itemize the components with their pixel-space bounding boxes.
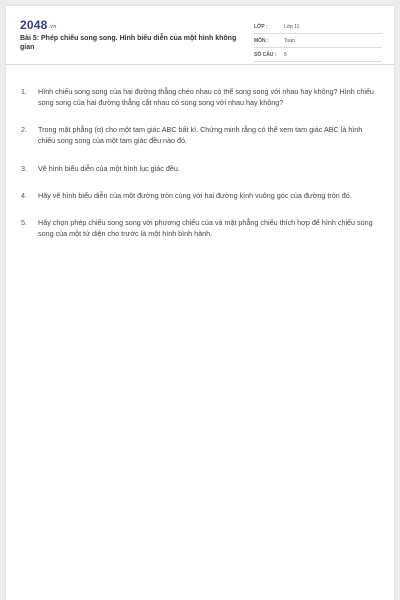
question-item — [6, 217, 394, 239]
logo-main-text: 2048 — [20, 18, 48, 32]
meta-row-class — [254, 21, 382, 34]
worksheet-page — [6, 6, 394, 600]
question-item — [6, 124, 394, 146]
question-text: Vẽ hình biểu diễn của một hình lục giác đều. — [38, 163, 180, 173]
question-number: 5. — [21, 217, 27, 227]
question-text: Trong mặt phẳng (α) cho một tam giác ABC bất kì. Chứng minh rằng có thể xem tam giác ABC là hình chiếu song song của một tam giác đều nào đó. — [38, 125, 363, 146]
site-logo[interactable] — [20, 18, 56, 32]
question-item — [6, 163, 394, 174]
question-number: 2. — [21, 125, 27, 135]
question-number: 1. — [21, 87, 27, 96]
question-number: 4. — [21, 190, 27, 200]
question-text: Hãy vẽ hình biểu diễn của một đường tròn cùng với hai đường kính vuông góc của đường tròn đó. — [38, 190, 352, 200]
question-list — [6, 86, 394, 255]
meta-row-subject — [254, 35, 382, 48]
worksheet-header — [6, 6, 394, 65]
meta-label: LỚP : — [254, 24, 268, 30]
meta-value: Toán — [284, 38, 295, 44]
logo-suffix-text: .vn — [48, 24, 57, 30]
meta-label: MÔN : — [254, 38, 269, 44]
question-item — [6, 86, 394, 108]
lesson-title: Bài 5: Phép chiếu song song. Hình biểu diễn của một hình không gian — [20, 35, 237, 52]
question-item — [6, 190, 394, 201]
meta-value: 5 — [284, 52, 287, 58]
question-text: Hình chiếu song song của hai đường thẳng chéo nhau có thể song song với nhau hay không? Hình chiếu song song của hai đường thẳng cắt nhau có song song với nhau hay không? — [38, 87, 374, 108]
meta-value: Lớp 11 — [284, 24, 300, 30]
question-text: Hãy chọn phép chiếu song song với phương chiếu của và mặt phẳng chiếu thích hợp để hình chiếu song song của một tứ diện cho trước là một hình bình hành. — [38, 217, 373, 239]
meta-label: SỐ CÂU : — [254, 52, 277, 58]
meta-row-count — [254, 49, 382, 62]
question-number: 3. — [21, 163, 27, 173]
